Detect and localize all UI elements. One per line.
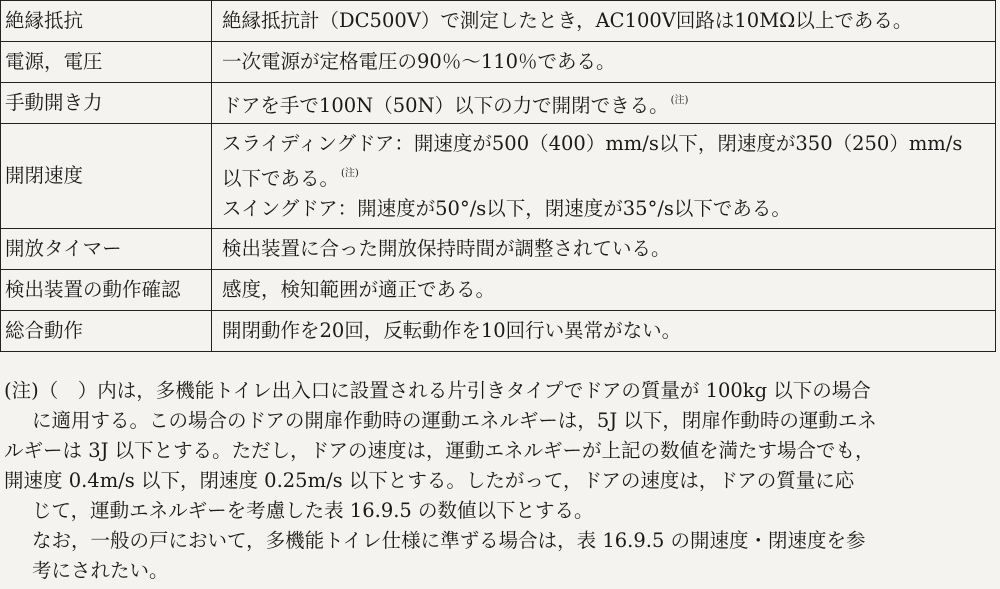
row-content: スライディングドア：開速度が500（400）mm/s以下，閉速度が350（250）mm/s 以下である。 $^{(注)}$ スイングドア：開速度が50°/s以下，閉速度が35°/s以下である。 <box>212 124 996 229</box>
footnote-line: じて，運動エネルギーを考慮した表 16.9.5 の数値以下とする。 <box>32 499 594 522</box>
row-content: 検出装置に合った開放保持時間が調整されている。 <box>212 229 996 270</box>
row-label: 総合動作 <box>1 311 212 352</box>
footnote-line: ルギーは 3J 以下とする。ただし，ドアの速度は，運動エネルギーが上記の数値を満たす場合でも， <box>4 439 875 462</box>
row-content: 感度，検知範囲が適正である。 <box>212 270 996 311</box>
row-content: 開閉動作を20回，反転動作を10回行い異常がない。 <box>212 311 996 352</box>
footnote-line: (注)（ ）内は，多機能トイレ出入口に設置される片引きタイプでドアの質量が 100kg 以下の場合 <box>4 379 871 402</box>
table-row <box>1 1 996 42</box>
table-row <box>1 83 996 124</box>
footnote <box>4 376 996 586</box>
table-row <box>1 42 996 83</box>
row-content: ドアを手で100N（50N）以下の力で開閉できる。 $^{(注)}$ <box>212 83 996 124</box>
table-row <box>1 270 996 311</box>
footnote-line: なお，一般の戸において，多機能トイレ仕様に準ずる場合は，表 16.9.5 の開速度・閉速度を参 <box>32 529 866 552</box>
footnote-line: 考にされたい。 <box>32 559 169 582</box>
table-row <box>1 124 996 229</box>
row-label: 絶縁抵抗 <box>1 1 212 42</box>
row-label: 手動開き力 <box>1 83 212 124</box>
row-content: 一次電源が定格電圧の90％～110％である。 <box>212 42 996 83</box>
row-label: 開放タイマー <box>1 229 212 270</box>
footnote-line: 開速度 0.4m/s 以下，閉速度 0.25m/s 以下とする。したがって，ドアの速度は，ドアの質量に応 <box>4 469 855 492</box>
note-mark: (注) <box>670 94 689 106</box>
row-content: 絶縁抵抗計（DC500V）で測定したとき，AC100V回路は10MΩ以上である。 <box>212 1 996 42</box>
table-row <box>1 311 996 352</box>
row-label: 開閉速度 <box>1 124 212 229</box>
footnote-line: に適用する。この場合のドアの開扉作動時の運動エネルギーは，5J 以下，閉扉作動時の運動エネ <box>32 409 877 432</box>
row-label: 検出装置の動作確認 <box>1 270 212 311</box>
table-row <box>1 229 996 270</box>
row-label: 電源，電圧 <box>1 42 212 83</box>
note-mark: (注) <box>341 167 359 179</box>
